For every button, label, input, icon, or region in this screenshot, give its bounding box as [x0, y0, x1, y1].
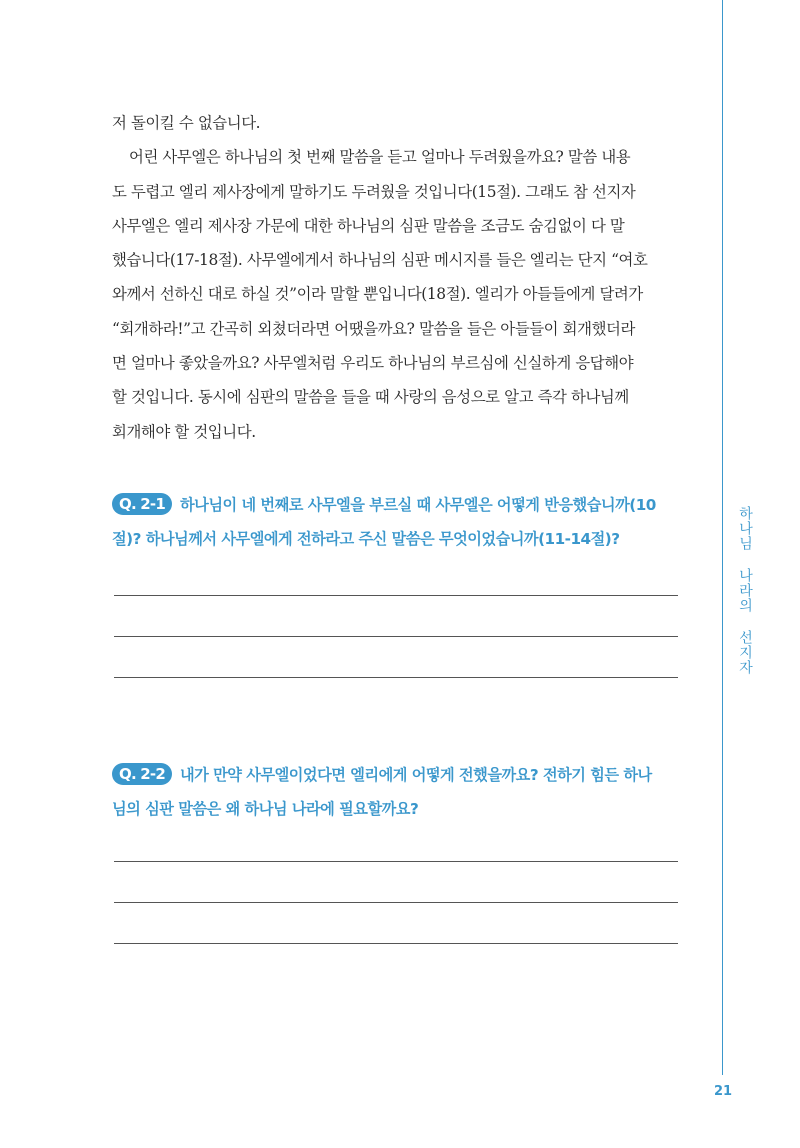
question-badge: Q. 2-2 — [112, 763, 172, 785]
question-line — [112, 488, 682, 522]
body-line: 저 돌이킬 수 없습니다. — [112, 114, 261, 132]
sidebar-rule — [722, 0, 723, 1075]
question-text: 하나님이 네 번째로 사무엘을 부르실 때 사무엘은 어떻게 반응했습니까(10 — [179, 496, 656, 514]
question-line — [112, 758, 682, 792]
body-line: 면 얼마나 좋았을까요? 사무엘처럼 우리도 하나님의 부르심에 신실하게 응답해야 — [112, 354, 634, 373]
page-number: 21 — [713, 1084, 733, 1099]
chapter-title: 하나님 나라의 선지자 — [737, 506, 753, 675]
body-line: 했습니다(17-18절). 사무엘에게서 하나님의 심판 메시지를 들은 엘리는 단지 “여호 — [112, 251, 648, 270]
body-line: 회개해야 할 것입니다. — [112, 422, 256, 441]
question-badge: Q. 2-1 — [112, 493, 172, 515]
question-text: 절)? 하나님께서 사무엘에게 전하라고 주신 말씀은 무엇이었습니까(11-14절)? — [112, 530, 620, 548]
body-line: “회개하라!”고 간곡히 외쳤더라면 어땠을까요? 말씀을 들은 아들들이 회개했더라 — [112, 319, 635, 338]
answer-line[interactable] — [114, 943, 678, 944]
answer-line[interactable] — [114, 861, 678, 862]
question-2-1 — [112, 488, 682, 556]
body-line: 어린 사무엘은 하나님의 첫 번째 말씀을 듣고 얼마나 두려웠을까요? 말씀 내용 — [129, 148, 631, 167]
body-line: 와께서 선하신 대로 하실 것”이라 말할 뿐입니다(18절). 엘리가 아들들에게 달려가 — [112, 285, 643, 304]
answer-line[interactable] — [114, 636, 678, 637]
question-text: 님의 심판 말씀은 왜 하나님 나라에 필요할까요? — [112, 800, 419, 818]
answer-line[interactable] — [114, 902, 678, 903]
answer-line[interactable] — [114, 595, 678, 596]
answer-line[interactable] — [114, 677, 678, 678]
body-line: 할 것입니다. 동시에 심판의 말씀을 들을 때 사랑의 음성으로 알고 즉각 하나님께 — [112, 388, 629, 407]
body-line: 도 두렵고 엘리 제사장에게 말하기도 두려웠을 것입니다(15절). 그래도 참 선지자 — [112, 182, 636, 201]
question-text: 내가 만약 사무엘이었다면 엘리에게 어떻게 전했을까요? 전하기 힘든 하나 — [179, 766, 652, 784]
body-line: 사무엘은 엘리 제사장 가문에 대한 하나님의 심판 말씀을 조금도 숨김없이 다 말 — [112, 216, 625, 235]
question-2-2 — [112, 758, 682, 826]
body-text — [112, 106, 682, 449]
